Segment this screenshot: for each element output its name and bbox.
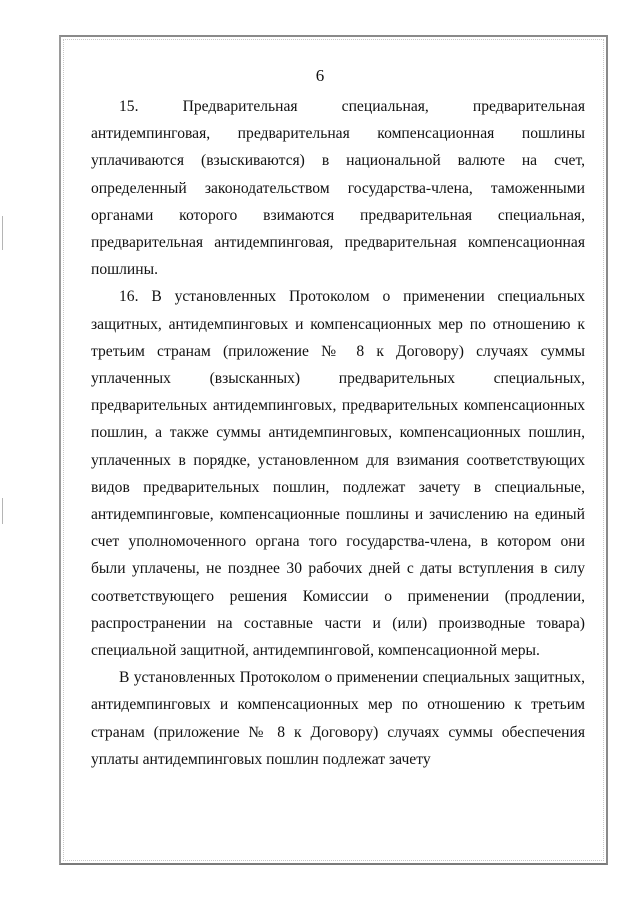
page-number: 6 — [315, 66, 325, 85]
document-body — [91, 93, 585, 773]
paragraph-15: 15. Предварительная специальная, предварительная антидемпинговая, предварительная компенсационная пошлины уплачиваются (взыскиваются) в национальной валюте на счет, определенный законодательством государства-члена, таможенными органами которого взимаются предварительная специальная, предварительная антидемпинговая, предварительная компенсационная пошлины. — [91, 98, 585, 279]
paragraph-16: 16. В установленных Протоколом о применении специальных защитных, антидемпинговых и компенсационных мер по отношению к третьим странам (приложение № 8 к Договору) случаях суммы уплаченных (взысканных) предварительных специальных, предварительных антидемпинговых, предварительных компенсационных пошлин, а также суммы антидемпинговых, компенсационных пошлин, уплаченных в порядке, установленном для взимания соответствующих видов предварительных пошлин, подлежат зачету в специальные, антидемпинговые, компенсационные пошлины и зачислению на единый счет уполномоченного органа того государства-члена, в котором они были уплачены, не позднее 30 рабочих дней с даты вступления в силу соответствующего решения Комиссии о применении (продлении, распространении на составные части и (или) производные товара) специальной защитной, антидемпинговой, компенсационной меры. — [91, 288, 585, 660]
paragraph-16-continuation: В установленных Протоколом о применении специальных защитных, антидемпинговых и компенсационных мер по отношению к третьим странам (приложение № 8 к Договору) случаях суммы обеспечения уплаты антидемпинговых пошлин подлежат зачету — [91, 669, 585, 768]
scan-edge-mark — [2, 498, 3, 524]
scan-edge-mark — [2, 216, 3, 250]
